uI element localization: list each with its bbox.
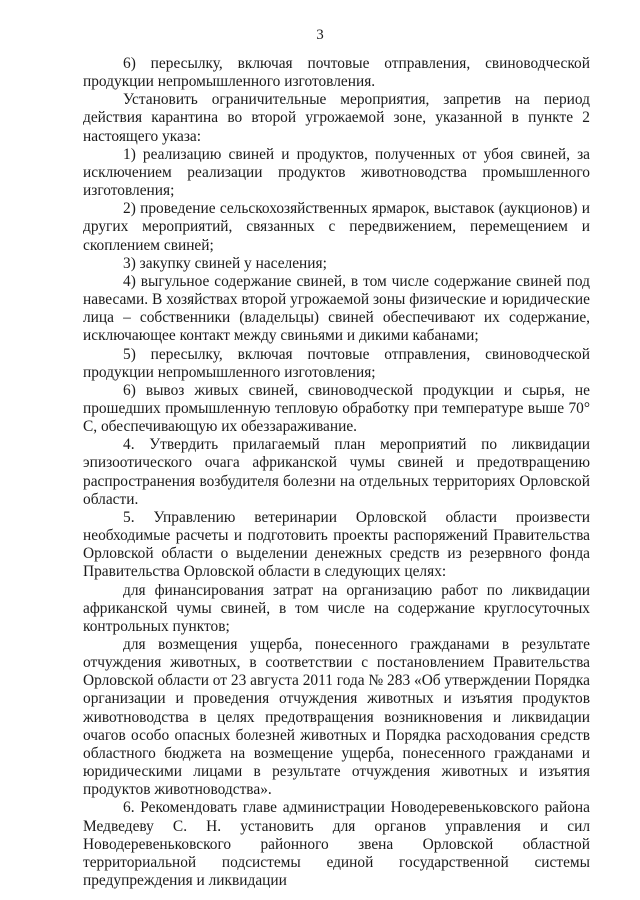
paragraph: для возмещения ущерба, понесенного гражданами в результате отчуждения животных, в соответствии с постановлением Правительства Орловской области от 23 августа 2011 года № 283 «Об утверждении Порядка организации и проведения отчуждения животных и изъятия продуктов животноводства в целях предотвращения возникновения и ликвидации очагов особо опасных болезней животных и Порядка расходования средств областного бюджета на возмещение ущерба, понесенного гражданами и юридическими лицами в результате отчуждения животных и изъятия продуктов животноводства».: [83, 636, 590, 799]
paragraph: 4) выгульное содержание свиней, в том числе содержание свиней под навесами. В хозяйствах второй угрожаемой зоны физические и юридические лица – собственники (владельцы) свиней обеспечивают их содержание, исключающее контакт между свиньями и дикими кабанами;: [83, 272, 590, 345]
paragraph: 5. Управлению ветеринарии Орловской области произвести необходимые расчеты и подготовить проекты распоряжений Правительства Орловской области о выделении денежных средств из резервного фонда Правительства Орловской области в следующих целях:: [83, 508, 590, 581]
document-body: [83, 55, 590, 890]
paragraph: 3) закупку свиней у населения;: [123, 254, 327, 272]
paragraph: 6. Рекомендовать главе администрации Новодеревеньковского района Медведеву С. Н. установить для органов управления и сил Новодеревеньковского районного звена Орловской областной территориальной подсистемы единой государственной системы предупреждения и ликвидации: [83, 799, 590, 890]
paragraph: 4. Утвердить прилагаемый план мероприятий по ликвидации эпизоотического очага африканской чумы свиней и предотвращению распространения возбудителя болезни на отдельных территориях Орловской области.: [83, 436, 590, 508]
paragraph: 5) пересылку, включая почтовые отправления, свиноводческой продукции непромышленного изготовления;: [83, 345, 590, 381]
paragraph: 6) вывоз живых свиней, свиноводческой продукции и сырья, не прошедших промышленную тепловую обработку при температуре выше 70° С, обеспечивающую их обеззараживание.: [83, 381, 590, 436]
paragraph: для финансирования затрат на организацию работ по ликвидации африканской чумы свиней, в том числе на содержание круглосуточных контрольных пунктов;: [83, 581, 590, 635]
page-number: 3: [316, 27, 324, 43]
paragraph: Установить ограничительные мероприятия, запретив на период действия карантина во второй угрожаемой зоне, указанной в пункте 2 настоящего указа:: [83, 91, 590, 145]
paragraph: 1) реализацию свиней и продуктов, полученных от убоя свиней, за исключением реализации продуктов животноводства промышленного изготовления;: [83, 145, 590, 200]
paragraph: 6) пересылку, включая почтовые отправления, свиноводческой продукции непромышленного изготовления.: [83, 55, 590, 91]
paragraph: 2) проведение сельскохозяйственных ярмарок, выставок (аукционов) и других мероприятий, связанных с передвижением, перемещением и скоплением свиней;: [83, 200, 590, 254]
